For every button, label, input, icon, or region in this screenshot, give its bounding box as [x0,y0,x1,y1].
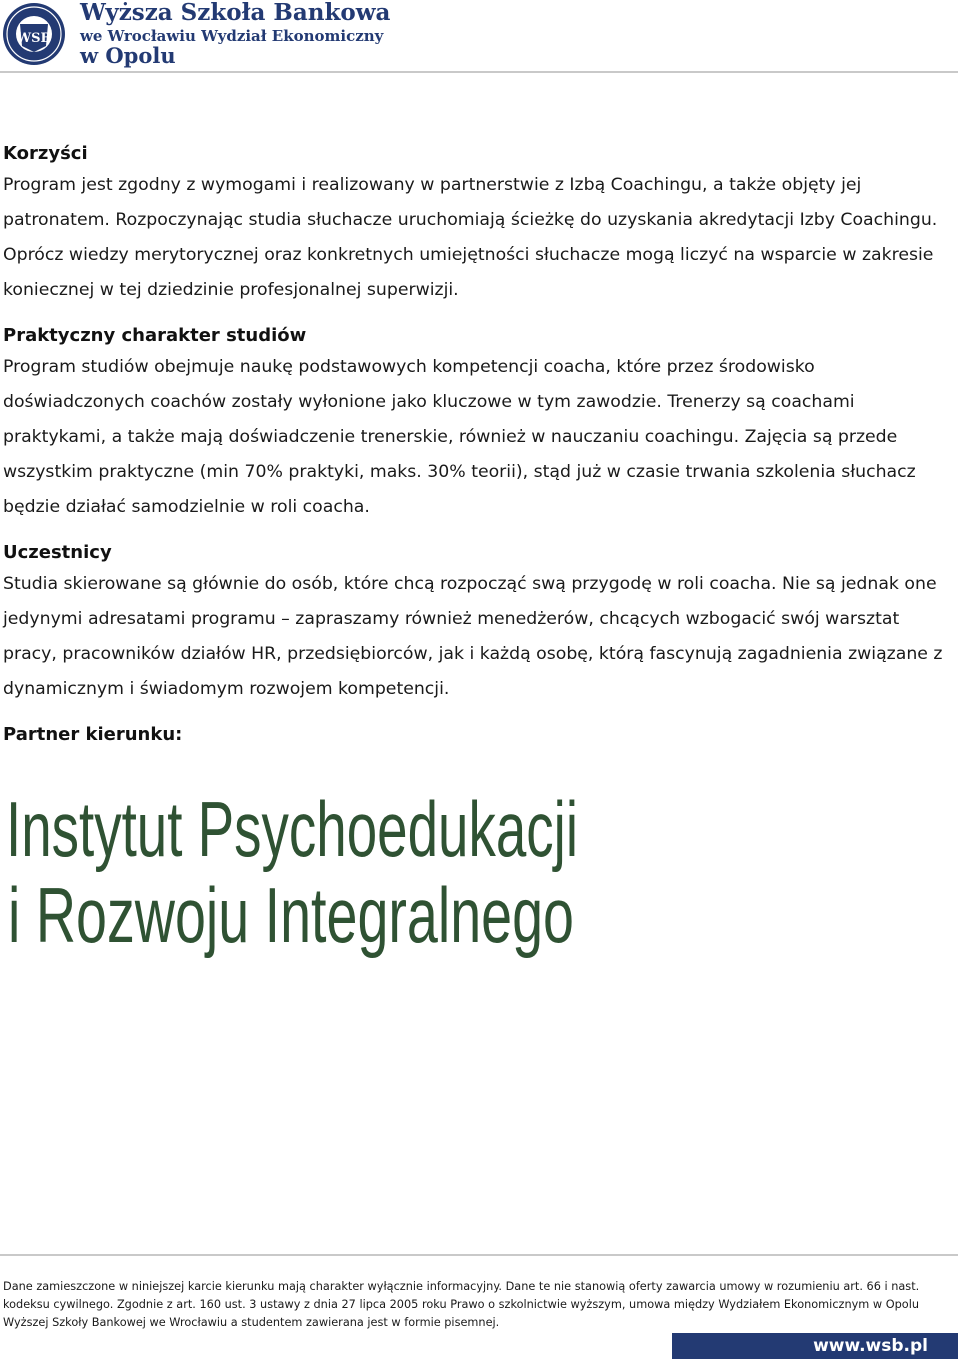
partner-logo-line-1: Instytut Psychoedukacji [6,785,578,873]
page-content [3,140,953,749]
partner-logo-line-2: i Rozwoju Integralnego [8,871,574,959]
section-title-participants: Uczestnicy [3,542,112,563]
footer-disclaimer: Dane zamieszczone w niniejszej karcie kierunku mają charakter wyłącznie informacyjny. Dane te nie stanowią oferty zawarcia umowy w rozumieniu art. 66 i nast. kodeksu cywilnego. Zgodnie z art. 160 ust. 3 ustawy z dnia 27 lipca 2005 roku Prawo o szkolnictwie wyższym, umowa między Wydziałem Ekonomicznym w Opolu Wyższej Szkoły Bankowej we Wrocławiu a studentem zawierana jest w formie pisemnej. [3,1280,920,1329]
footer-divider [0,1254,958,1256]
university-seal-icon [2,2,66,66]
logo-line-2: we Wrocławiu Wydział Ekonomiczny [80,27,384,45]
seal-monogram: WSB [16,31,52,46]
section-title-partner: Partner kierunku: [3,724,183,745]
section-text-participants: Studia skierowane są głównie do osób, które chcą rozpocząć swą przygodę w roli coacha. Nie są jednak one jedynymi adresatami programu – zapraszamy również menedżerów, chcących wzbogacić swój warsztat pracy, pracowników działów HR, przedsiębiorców, jak i każdą osobę, którą fascynują zagadnienia związane z dynamicznym i świadomym rozwojem kompetencji. [3,574,943,699]
header-divider [0,71,958,73]
page-header [0,0,960,72]
section-title-benefits: Korzyści [3,143,88,164]
section-title-practical: Praktyczny charakter studiów [3,325,307,346]
website-link[interactable]: www.wsb.pl [813,1336,928,1356]
logo-line-1: Wyższa Szkoła Bankowa [80,0,391,26]
logo-line-3: w Opolu [80,43,176,68]
section-text-benefits: Program jest zgodny z wymogami i realizowany w partnerstwie z Izbą Coachingu, a także objęty jej patronatem. Rozpoczynając studia słuchacze uruchomiają ścieżkę do uzyskania akredytacji Izby Coachingu. Oprócz wiedzy merytorycznej oraz konkretnych umiejętności słuchacze mogą liczyć na wsparcie w zakresie koniecznej w tej dziedzinie profesjonalnej superwizji. [3,175,938,300]
section-text-practical: Program studiów obejmuje naukę podstawowych kompetencji coacha, które przez środowisko doświadczonych coachów zostały wyłonione jako kluczowe w tym zawodzie. Trenerzy są coachami praktykami, a także mają doświadczenie trenerskie, również w nauczaniu coachingu. Zajęcia są przede wszystkim praktyczne (min 70% praktyki, maks. 30% teorii), stąd już w czasie trwania szkolenia słuchacz będzie działać samodzielnie w roli coacha. [3,357,916,517]
website-badge [672,1333,958,1359]
partner-logo [6,785,586,959]
